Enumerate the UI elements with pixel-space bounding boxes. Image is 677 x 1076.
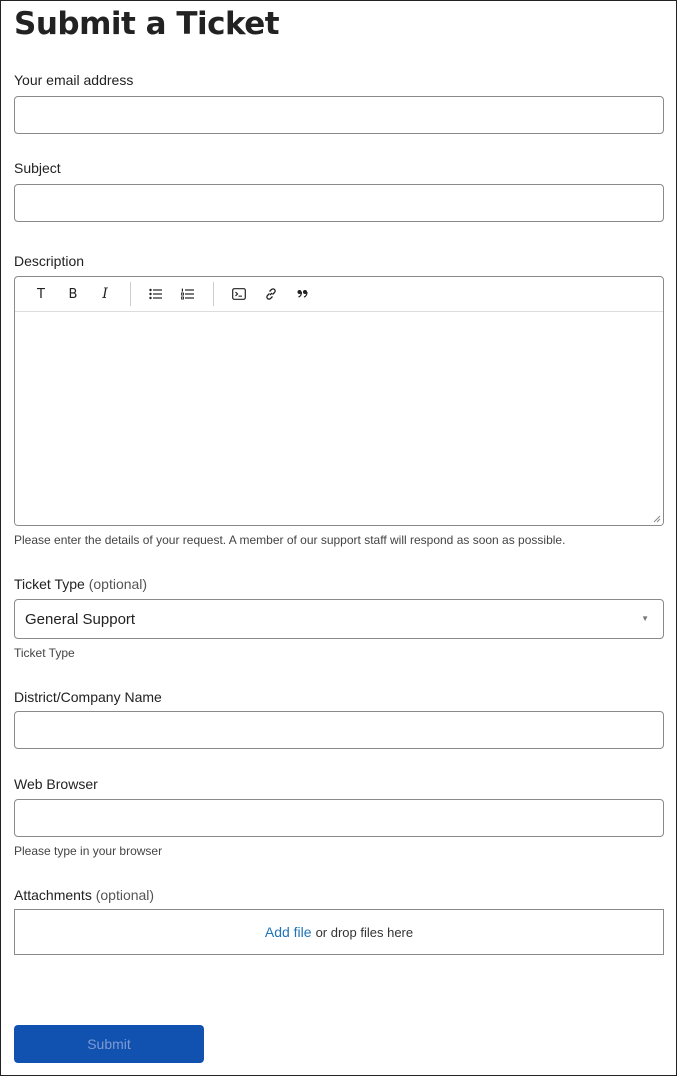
attachment-dropzone[interactable] bbox=[14, 909, 664, 955]
email-label: Your email address bbox=[14, 72, 134, 88]
text-format-icon: T bbox=[37, 286, 45, 302]
company-field[interactable] bbox=[14, 711, 664, 749]
editor-toolbar bbox=[15, 277, 663, 312]
subject-field[interactable] bbox=[14, 184, 664, 222]
bulleted-list-button[interactable] bbox=[145, 283, 167, 305]
italic-icon: I bbox=[102, 286, 108, 302]
quote-icon bbox=[297, 289, 309, 299]
optional-tag: (optional) bbox=[88, 576, 148, 592]
toolbar-divider bbox=[213, 282, 214, 306]
add-file-link[interactable]: Add file bbox=[264, 924, 312, 940]
browser-label: Web Browser bbox=[14, 776, 98, 792]
browser-hint: Please type in your browser bbox=[14, 844, 163, 858]
chevron-down-icon: ▼ bbox=[641, 614, 649, 623]
browser-field[interactable] bbox=[14, 799, 664, 837]
code-block-button[interactable] bbox=[228, 283, 250, 305]
description-hint: Please enter the details of your request. A member of our support staff will respond as soon as possible. bbox=[14, 533, 566, 547]
insert-link-button[interactable] bbox=[260, 283, 282, 305]
numbered-list-icon bbox=[181, 288, 195, 300]
drop-files-text: or drop files here bbox=[315, 924, 414, 940]
description-editor bbox=[14, 276, 664, 526]
page-title: Submit a Ticket bbox=[14, 6, 280, 42]
subject-label: Subject bbox=[14, 160, 61, 176]
toolbar-divider bbox=[130, 282, 131, 306]
text-format-button[interactable] bbox=[30, 283, 52, 305]
company-label: District/Company Name bbox=[14, 689, 162, 705]
submit-button[interactable]: Submit bbox=[14, 1025, 204, 1063]
attachments-label-text: Attachments bbox=[14, 887, 92, 903]
description-label: Description bbox=[14, 253, 85, 269]
bulleted-list-icon bbox=[149, 288, 163, 300]
attachments-label bbox=[14, 887, 154, 903]
bold-icon: B bbox=[68, 286, 78, 302]
ticket-type-label-text: Ticket Type bbox=[14, 576, 85, 592]
code-block-icon bbox=[232, 288, 246, 300]
ticket-type-select[interactable] bbox=[14, 599, 664, 639]
link-icon bbox=[264, 287, 278, 301]
resize-handle-icon[interactable] bbox=[653, 515, 661, 523]
bold-button[interactable] bbox=[62, 283, 84, 305]
ticket-type-selected: General Support bbox=[25, 610, 136, 628]
email-field[interactable] bbox=[14, 96, 664, 134]
description-textarea[interactable] bbox=[15, 312, 663, 526]
blockquote-button[interactable] bbox=[292, 283, 314, 305]
italic-button[interactable] bbox=[94, 283, 116, 305]
ticket-type-label bbox=[14, 576, 147, 592]
numbered-list-button[interactable] bbox=[177, 283, 199, 305]
optional-tag: (optional) bbox=[95, 887, 155, 903]
ticket-type-hint: Ticket Type bbox=[14, 646, 75, 660]
